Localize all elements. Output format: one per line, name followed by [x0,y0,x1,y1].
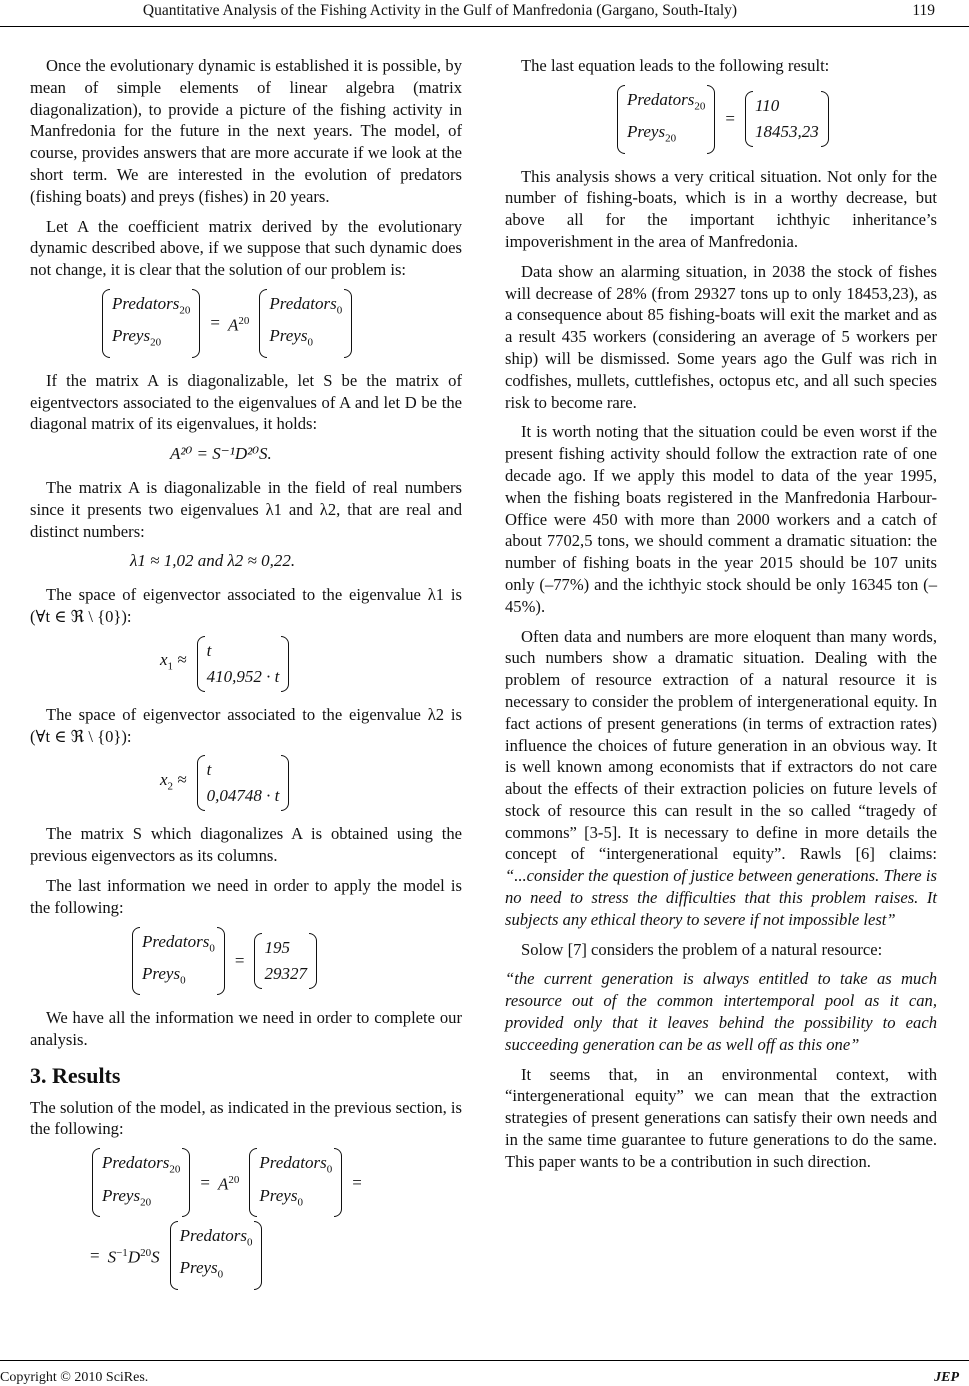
paragraph: The matrix A is diagonalizable in the field of real numbers since it presents two eigenvalues λ1 and λ2, that are real and distinct numbers: [30,477,462,541]
equation-results: Predators$_{20}$ Preys$_{20}$ = $A^{20}$ Predators$_0$ Preys$_0$ = = $S^{-1}D^{20}S$ Predators$_0$ Preys$_0$ [90,1148,462,1290]
paragraph: The last information we need in order to apply the model is the following: [30,875,462,917]
paragraph: Often data and numbers are more eloquent than many words, such numbers show a dramatic situation. Dealing with the problem of resource extraction of a natural resource it is necessary to consider the problem of intergenerational equity. In fact actions of present generations (in terms of extraction rates) influence the choices of future generation in an obvious way. It is well known among economists that if extractors do not care about the effects of their extraction policies on future levels of stock of resource this can result in the so called “tragedy of commons” [3-5]. It is necessary to define in more details the concept of “intergenerational equity”. Rawls [6] claims: “...consider the question of justice between generations. There is no need to stress the difficulties that this problem raises. It subjects any ethical theory to severe if not impossible lest” [505,626,937,929]
vector-t0: Predators$_0$ Preys$_0$ [259,289,352,358]
paragraph: Let A the coefficient matrix derived by the evolutionary dynamic described above, if we suppose that such dynamic does not change, it is clear that the solution of our problem is: [30,216,462,280]
paragraph: The space of eigenvector associated to the eigenvalue λ1 is (∀t ∈ ℜ \ {0}): [30,585,462,626]
left-column [30,55,462,1302]
paragraph: The last equation leads to the following result: [521,56,830,75]
paragraph: It is worth noting that the situation could be even worst if the present fishing activity should follow the extraction rate of one decade ago. If we apply this model to data of the year 1995, when the fishing boats registered in the Manfredonia Harbour-Office were 450 with more than 2000 workers and a catch of about 7702,5 tons, we should comment a dramatic situation: the number of fishing boats in the year 2015 should be 107 units only (–77%) and the ichthyic stock should be only 16345 ton (–45%). [505,422,937,616]
paragraph: The space of eigenvector associated to the eigenvalue λ2 is (∀t ∈ ℜ \ {0}): [30,704,462,746]
page-number: 119 [912,2,935,19]
running-title: Quantitative Analysis of the Fishing Activity in the Gulf of Manfredonia (Gargano, South-Italy) [142,2,738,19]
section-heading: 3. Results [30,1062,121,1088]
equation-eigenvalues: λ1 ≈ 1,02 and λ2 ≈ 0,22. [130,551,296,571]
paragraph: We have all the information we need in order to complete our analysis. [30,1008,462,1050]
header-rule [0,26,969,27]
right-column [505,55,937,1181]
footer-rule [0,1360,969,1361]
equation-eigvec-1: $x_1$ ≈ t 410,952 · t [160,636,462,692]
paragraph: Data show an alarming situation, in 2038 the stock of fishes will decrease of 28% (from 29327 tons up to only 18453,23), as a consequence about 85 fishing-boats will exit the market and as a result 435 workers (considering an average of 5 workers per ship) will be dismissed. Some years ago the Gulf was rich in codfishes, mullets, cuttlefishes, octopus etc, and all such species risk to become rare. [505,261,937,412]
paragraph: Solow [7] considers the problem of a natural resource: [521,939,883,959]
paragraph: If the matrix A is diagonalizable, let S be the matrix of eigentvectors associated to the eigenvalues of A and let D be the diagonal matrix of its eigenvalues, it holds: [30,370,462,434]
paragraph: It seems that, in an environmental context, with “intergenerational equity” we can mean that the extraction strategies of present generations can satisfy their own needs and in the same time guarantee to future generations to do the same. This paper wants to be a contribution in such direction. [505,1064,937,1171]
paragraph: The solution of the model, as indicated in the previous section, is the following: [30,1097,462,1139]
equation-initial: Predators$_0$ Preys$_0$ = 195 29327 [130,927,462,996]
equation-solution: Predators$_{20}$ Preys$_{20}$ = $A^{20}$ Predators$_0$ Preys$_0$ [100,289,462,358]
copyright: Copyright © 2010 SciRes. [0,1370,149,1385]
equation-eigvec-2: $x_2$ ≈ t 0,04748 · t [160,755,462,811]
page-header [0,0,969,30]
page-footer [0,1360,969,1386]
paragraph: This analysis shows a very critical situation. Not only for the number of fishing-boats, which is in a worthy decrease, but above all for the important ichthyic inheritance’s impoverishment in the area of Manfredonia. [505,166,937,251]
rawls-quote: “...consider the question of justice between generations. There is no need to stress the difficulties that this problem raises. It subjects any ethical theory to severe if not impossible lest” [505,866,937,929]
solow-quote: “the current generation is always entitled to take as much resource out of the common intertemporal pool as it can, provided only that it leaves behind the possibility to each succeeding generation can be as well off as this one” [505,969,937,1054]
vector-t20: Predators$_{20}$ Preys$_{20}$ [102,289,200,358]
equation-result-value: Predators$_{20}$ Preys$_{20}$ = 110 18453,23 [615,85,937,154]
paragraph: The matrix S which diagonalizes A is obtained using the previous eigenvectors as its columns. [30,824,462,866]
journal-abbrev: JEP [934,1370,959,1385]
paragraph: Once the evolutionary dynamic is established it is possible, by mean of simple elements of linear algebra (matrix diagonalization), to provide a picture of the fishing activity in Manfredonia for the future in the next years. The model, of course, provides answers that are more accurate if we look at the short term. We are interested in the evolution of predators (fishing boats) and preys (fishes) in 20 years. [30,56,462,206]
equation-diagonal: A²⁰ = S⁻¹D²⁰S. [170,444,272,464]
